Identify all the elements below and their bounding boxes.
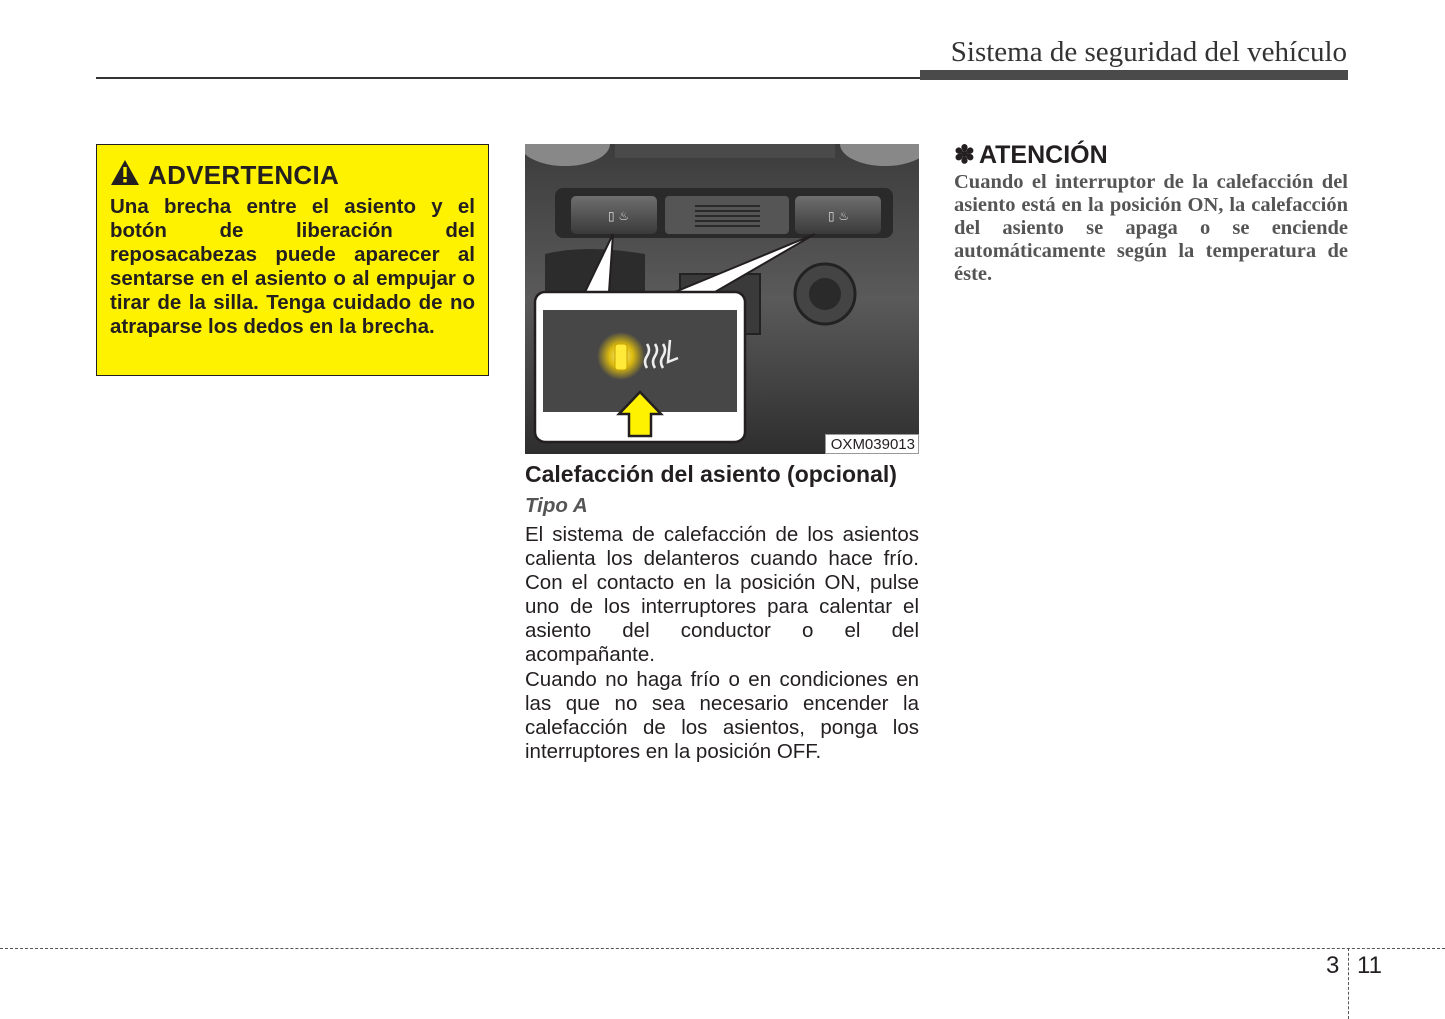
section-title: Calefacción del asiento (opcional): [525, 461, 897, 487]
header-rule-accent: [920, 70, 1348, 80]
running-header-title: Sistema de seguridad del vehículo: [950, 36, 1347, 68]
warning-triangle-icon: [110, 159, 140, 191]
body-paragraph: El sistema de calefacción de los asientos calienta los delanteros cuando hace frío. Con el contacto en la posición ON, pulse uno de los interruptores para calentar el asiento del conductor o el del acompañante.: [525, 523, 919, 666]
warning-heading: [110, 159, 475, 191]
attention-text: Cuando el interruptor de la calefacción del asiento está en la posición ON, la calefacción del asiento se apaga o se enciende automáticamente según la temperatura de éste.: [954, 171, 1348, 285]
figure-code: OXM039013: [825, 434, 919, 454]
attention-title: ATENCIÓN: [978, 140, 1108, 169]
warning-title: ADVERTENCIA: [148, 159, 340, 190]
svg-text:▯ ♨: ▯ ♨: [828, 209, 850, 223]
footer-rule: [0, 948, 1445, 949]
page-number: 11: [1357, 952, 1382, 979]
section-subtitle: Tipo A: [525, 494, 588, 517]
footer-divider: [1348, 948, 1349, 1019]
body-paragraph: Cuando no haga frío o en condiciones en las que no sea necesario encender la calefacción de los asientos, ponga los interruptores en la posición OFF.: [525, 668, 919, 763]
warning-box: [96, 144, 489, 376]
seat-heater-figure: [525, 144, 919, 454]
asterisk-icon: ✽: [954, 141, 975, 169]
chapter-number: 3: [1326, 952, 1340, 979]
svg-text:▯ ♨: ▯ ♨: [608, 209, 630, 223]
console-illustration: [525, 144, 919, 454]
attention-heading: [954, 140, 1108, 170]
warning-text: Una brecha entre el asiento y el botón de liberación del reposacabezas puede aparecer al sentarse en el asiento o al empujar o tirar de la silla. Tenga cuidado de no atraparse los dedos en la brecha.: [110, 195, 475, 338]
